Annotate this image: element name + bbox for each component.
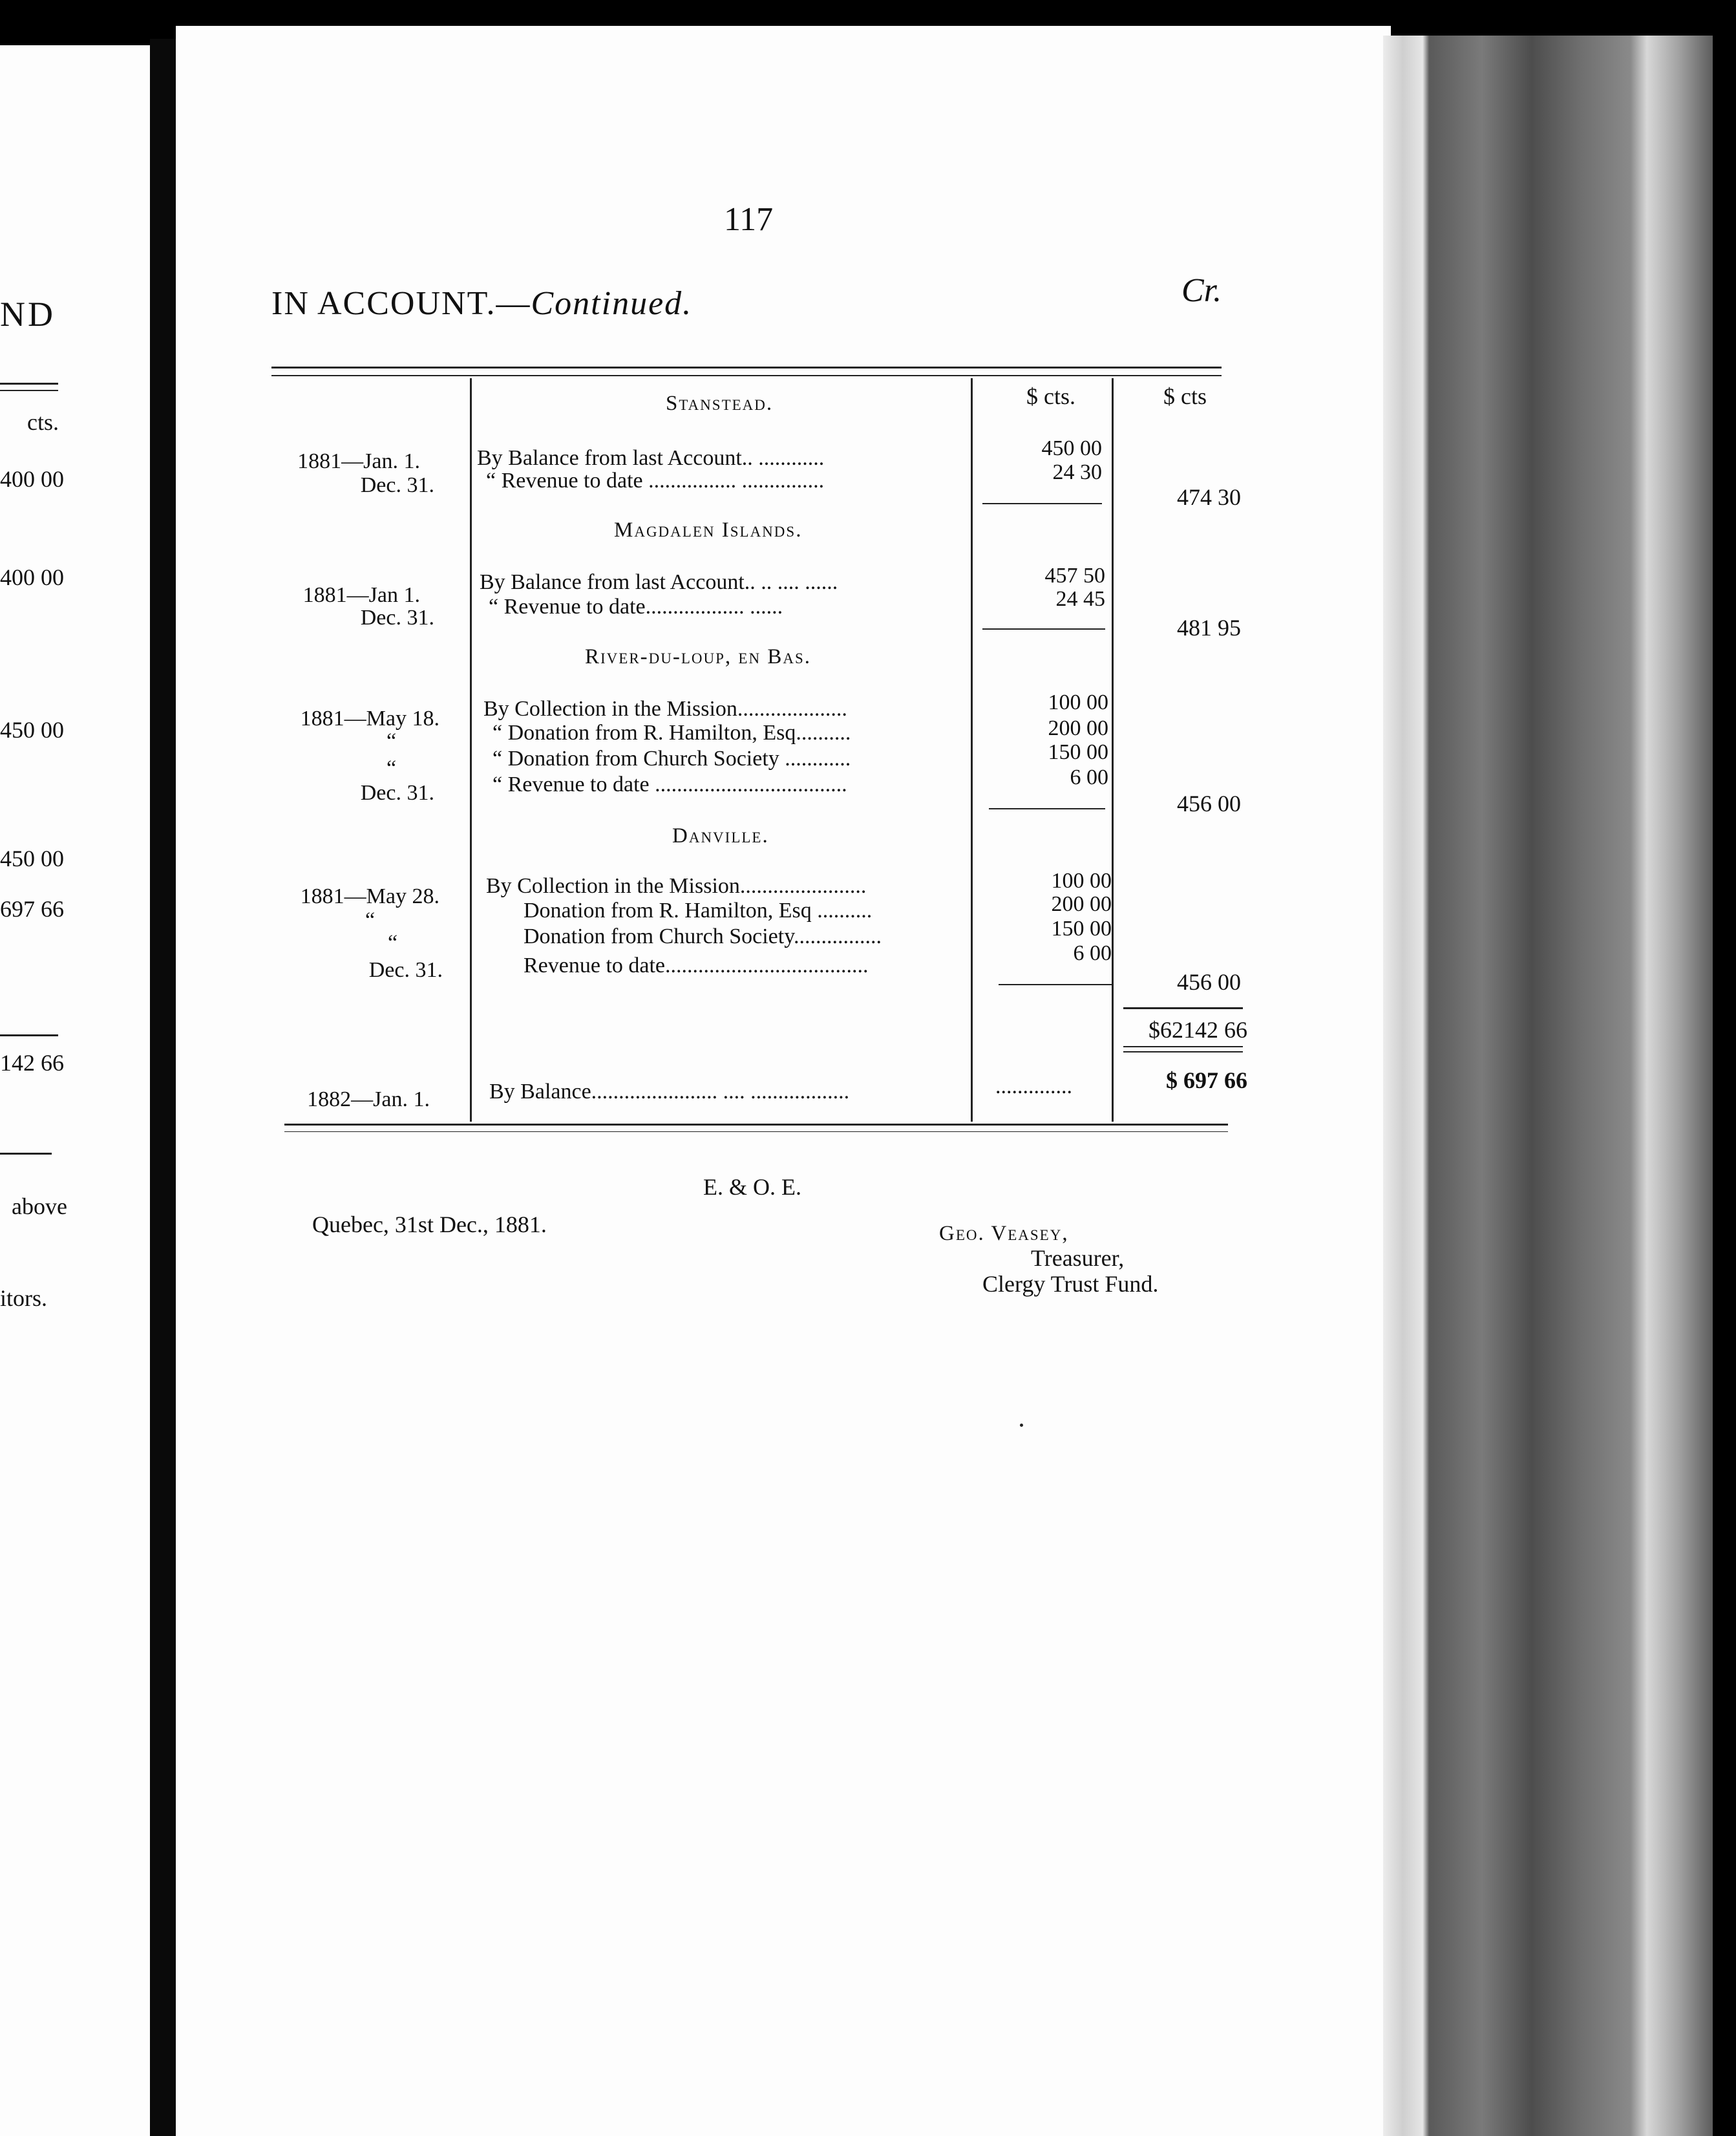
amount-column-header: $ cts. — [1026, 383, 1075, 409]
heading-italic: Continued. — [531, 285, 693, 322]
entry-amount: 200 00 — [1051, 892, 1112, 916]
entry-date-ditto: “ — [386, 729, 397, 753]
entry-amount: 200 00 — [1048, 716, 1108, 740]
entry-date: Dec. 31. — [360, 473, 434, 497]
entry-description: By Balance from last Account.. .. .... ...... — [480, 570, 838, 594]
entry-amount: 100 00 — [1048, 690, 1108, 714]
entry-description: By Collection in the Mission.................... — [483, 697, 847, 721]
page-edges — [1383, 36, 1713, 2136]
left-footer-fragment: above — [12, 1193, 67, 1219]
grand-total-rule — [1123, 1007, 1243, 1009]
grand-total-rule-2 — [1123, 1046, 1243, 1047]
entry-amount: 24 45 — [1055, 587, 1105, 611]
section-total: 481 95 — [1177, 615, 1241, 641]
balance-amount: $ 697 66 — [1166, 1067, 1247, 1093]
subtotal-rule — [999, 984, 1112, 985]
left-amount: 400 00 — [0, 466, 64, 492]
balance-description: By Balance....................... .... .................. — [489, 1080, 850, 1104]
left-page — [0, 45, 150, 2136]
entry-amount: 450 00 — [1041, 436, 1102, 460]
entry-description: By Balance from last Account.. ............ — [477, 446, 825, 470]
entry-date-ditto: “ — [365, 908, 376, 932]
signatory-title-2: Clergy Trust Fund. — [982, 1271, 1159, 1297]
signatory-name: Geo. Veasey, — [939, 1222, 1069, 1245]
entry-date: 1881—Jan 1. — [302, 583, 420, 607]
section-total: 456 00 — [1177, 969, 1241, 995]
entry-amount: 150 00 — [1051, 917, 1112, 941]
place-date: Quebec, 31st Dec., 1881. — [312, 1212, 547, 1237]
subtotal-rule — [982, 503, 1102, 504]
grand-total-rule-3 — [1123, 1051, 1243, 1052]
entry-description: “ Donation from R. Hamilton, Esq.......... — [492, 721, 851, 745]
errors-omissions: E. & O. E. — [703, 1174, 801, 1200]
section-title: Magdalen Islands. — [614, 518, 803, 542]
subtotal-rule — [982, 628, 1105, 630]
table-bottom-rule — [284, 1124, 1228, 1126]
section-total: 456 00 — [1177, 791, 1241, 817]
table-top-rule — [271, 367, 1222, 368]
entry-amount: 457 50 — [1044, 564, 1105, 588]
balance-date: 1882—Jan. 1. — [307, 1087, 430, 1111]
entry-amount: 100 00 — [1051, 869, 1112, 893]
entry-description: “ Revenue to date ................ ............... — [486, 469, 825, 493]
section-total: 474 30 — [1177, 484, 1241, 510]
grand-total: $62142 66 — [1149, 1017, 1247, 1043]
entry-date: Dec. 31. — [360, 606, 434, 630]
entry-description: Donation from R. Hamilton, Esq .......... — [524, 899, 873, 923]
heading-text: IN ACCOUNT.— — [271, 285, 531, 322]
entry-description: Donation from Church Society................ — [524, 924, 882, 948]
left-col-header: cts. — [27, 409, 59, 435]
entry-amount: 24 30 — [1052, 460, 1102, 484]
table-bottom-rule-2 — [284, 1131, 1228, 1132]
entry-amount: 150 00 — [1048, 740, 1108, 764]
entry-description: By Collection in the Mission....................... — [486, 874, 867, 898]
left-rule-4 — [0, 1153, 52, 1155]
entry-amount: 6 00 — [1070, 765, 1108, 789]
total-column-header: $ cts — [1163, 383, 1207, 409]
entry-description: “ Revenue to date.................. ...... — [489, 595, 783, 619]
left-amount: 697 66 — [0, 896, 64, 922]
speck — [1020, 1424, 1023, 1427]
entry-date: 1881—May 18. — [300, 707, 439, 731]
table-top-rule-2 — [271, 375, 1222, 376]
date-column-rule — [470, 378, 472, 1122]
entry-date: 1881—Jan. 1. — [297, 449, 420, 473]
gutter — [150, 39, 176, 2136]
section-title: Stanstead. — [666, 392, 774, 415]
left-amount: 450 00 — [0, 846, 64, 871]
entry-date: 1881—May 28. — [300, 884, 439, 908]
left-amount: 450 00 — [0, 717, 64, 743]
signatory-title: Treasurer, — [1031, 1245, 1125, 1271]
entry-date: Dec. 31. — [360, 781, 434, 805]
left-footer-fragment: itors. — [0, 1285, 48, 1311]
left-amount: 400 00 — [0, 564, 64, 590]
left-rule — [0, 383, 58, 385]
left-rule-2 — [0, 390, 58, 391]
entry-date-ditto: “ — [386, 756, 397, 780]
entry-date-ditto: “ — [388, 931, 398, 955]
total-column-rule — [1112, 378, 1114, 1122]
left-amount: 142 66 — [0, 1050, 64, 1076]
entry-date: Dec. 31. — [368, 958, 443, 982]
entry-description: “ Donation from Church Society ............ — [492, 747, 851, 771]
credit-label: Cr. — [1181, 272, 1222, 309]
balance-dots: .............. — [995, 1074, 1072, 1098]
page-title — [271, 284, 692, 323]
section-title: Danville. — [672, 824, 769, 848]
entry-description: Revenue to date..................................... — [524, 954, 869, 977]
left-heading-fragment: ND — [0, 295, 56, 334]
section-title: River-du-loup, en Bas. — [585, 645, 811, 668]
entry-amount: 6 00 — [1073, 941, 1112, 965]
entry-description: “ Revenue to date ................................... — [492, 773, 847, 796]
subtotal-rule — [989, 808, 1105, 809]
left-rule-3 — [0, 1034, 58, 1036]
page-number: 117 — [724, 201, 774, 238]
